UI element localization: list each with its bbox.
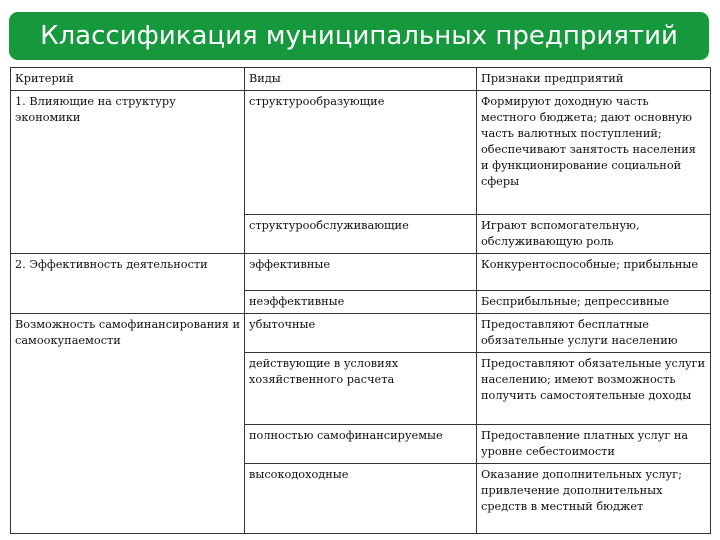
classification-table: [10, 67, 711, 534]
header-features: Признаки предприятий: [477, 68, 711, 91]
features-cell: Оказание дополнительных услуг; привлечение дополнительных средств в местный бюджет: [477, 464, 711, 534]
type-cell: структурообслуживающие: [245, 215, 477, 254]
features-cell: Предоставляют обязательные услуги населению; имеют возможность получить самостоятельные доходы: [477, 353, 711, 425]
criterion-cell: Возможность самофинансирования и самоокупаемости: [11, 314, 245, 534]
criterion-cell: 1. Влияющие на структуру экономики: [11, 91, 245, 254]
type-cell: структурообразующие: [245, 91, 477, 215]
table-row: [11, 314, 711, 353]
header-types: Виды: [245, 68, 477, 91]
header-row: [11, 68, 711, 91]
header-criterion: Критерий: [11, 68, 245, 91]
type-cell: полностью самофинансируемые: [245, 425, 477, 464]
table-row: [11, 91, 711, 215]
features-cell: Предоставление платных услуг на уровне себестоимости: [477, 425, 711, 464]
features-cell: Бесприбыльные; депрессивные: [477, 291, 711, 314]
type-cell: действующие в условиях хозяйственного расчета: [245, 353, 477, 425]
type-cell: высокодоходные: [245, 464, 477, 534]
features-cell: Конкурентоспособные; прибыльные: [477, 254, 711, 291]
features-cell: Предоставляют бесплатные обязательные услуги населению: [477, 314, 711, 353]
table-row: [11, 254, 711, 291]
type-cell: неэффективные: [245, 291, 477, 314]
type-cell: убыточные: [245, 314, 477, 353]
slide-title: Классификация муниципальных предприятий: [9, 12, 709, 60]
features-cell: Играют вспомогательную, обслуживающую роль: [477, 215, 711, 254]
criterion-cell: 2. Эффективность деятельности: [11, 254, 245, 314]
features-cell: Формируют доходную часть местного бюджета; дают основную часть валютных поступлений; обеспечивают занятость населения и функционирование социальной сферы: [477, 91, 711, 215]
type-cell: эффективные: [245, 254, 477, 291]
